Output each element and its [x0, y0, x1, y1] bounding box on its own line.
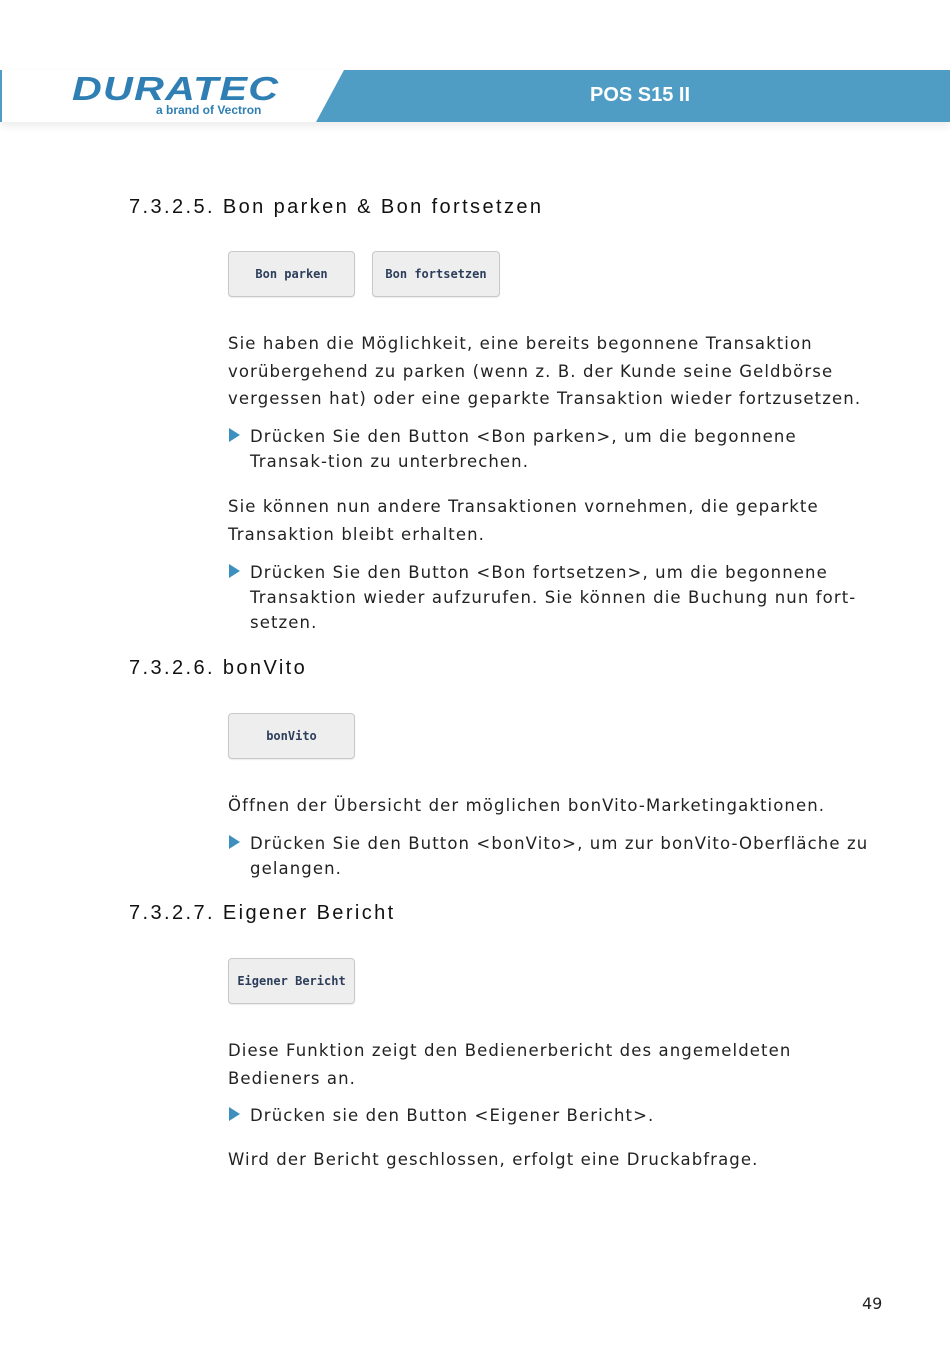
header-left-rule: [0, 70, 2, 122]
list-item-text: Drücken Sie den Button <Bon fortsetzen>, um die begonnene Transaktion wieder aufzurufen. Sie können die Buchung nun fort-setzen.: [250, 563, 857, 632]
eigener-bericht-button[interactable]: Eigener Bericht: [228, 958, 355, 1004]
paragraph: Wird der Bericht geschlossen, erfolgt eine Druckabfrage.: [228, 1150, 759, 1169]
section-heading-bon-parken: 7.3.2.5. Bon parken & Bon fortsetzen: [129, 196, 544, 218]
paragraph: Sie haben die Möglichkeit, eine bereits begonnene Transaktion vorübergehend zu parken (wenn z. B. der Kunde seine Geldbörse vergessen hat) oder eine geparkte Transaktion wieder fortzusetzen.: [228, 334, 862, 408]
page-number: 49: [862, 1294, 883, 1313]
list-item-text: Drücken sie den Button <Eigener Bericht>.: [250, 1106, 655, 1125]
bon-parken-button[interactable]: Bon parken: [228, 251, 355, 297]
paragraph: Diese Funktion zeigt den Bedienerbericht des angemeldeten Bedieners an.: [228, 1041, 792, 1088]
bullet-triangle-icon: [229, 835, 240, 849]
list-item-text: Drücken Sie den Button <bonVito>, um zur bonVito-Oberfläche zu gelangen.: [250, 834, 869, 878]
bullet-triangle-icon: [229, 564, 240, 578]
logo-tagline: a brand of Vectron: [156, 103, 262, 117]
section-heading-eigener-bericht: 7.3.2.7. Eigener Bericht: [129, 902, 396, 924]
paragraph: Sie können nun andere Transaktionen vornehmen, die geparkte Transaktion bleibt erhalten.: [228, 497, 819, 544]
logo-wordmark: DURATEC: [72, 70, 280, 107]
brand-logo: [70, 70, 300, 120]
bullet-triangle-icon: [229, 428, 240, 442]
bullet-triangle-icon: [229, 1107, 240, 1121]
bonvito-button[interactable]: bonVito: [228, 713, 355, 759]
list-item-text: Drücken Sie den Button <Bon parken>, um die begonnene Transak-tion zu unterbrechen.: [250, 427, 797, 471]
bon-fortsetzen-button[interactable]: Bon fortsetzen: [372, 251, 500, 297]
section-heading-bonvito: 7.3.2.6. bonVito: [129, 657, 308, 679]
paragraph: Öffnen der Übersicht der möglichen bonVito-Marketingaktionen.: [228, 796, 826, 815]
product-title: POS S15 II: [590, 84, 691, 106]
